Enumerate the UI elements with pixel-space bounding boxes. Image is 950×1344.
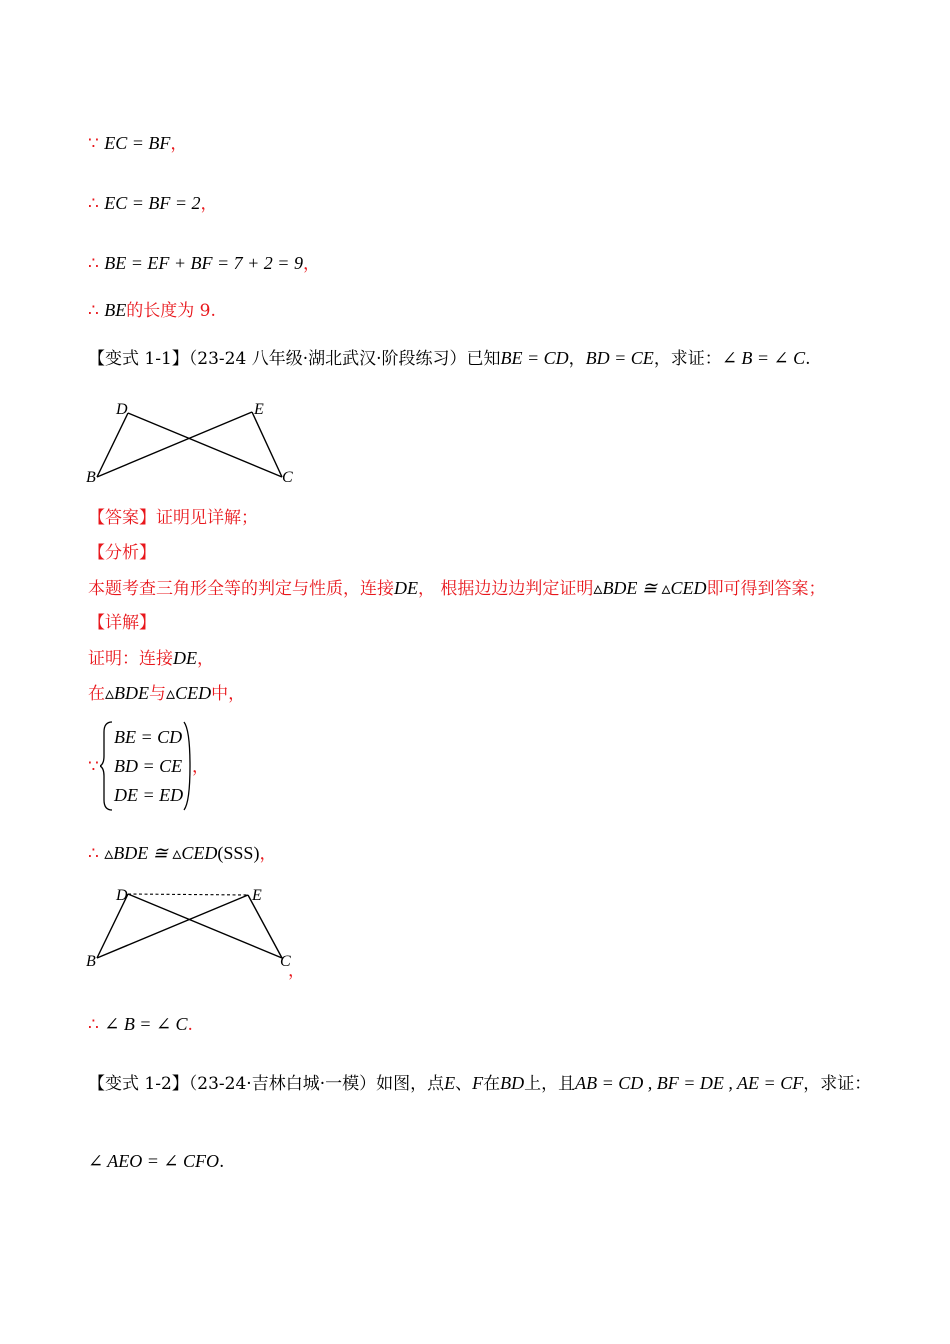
- detail-line-2: [88, 682, 245, 705]
- ask-text: ，求证：: [803, 1074, 872, 1094]
- variant-1-2-goal: [88, 1150, 224, 1173]
- detail-tag: 【详解】: [88, 613, 156, 633]
- goal-expression: ∠ B = ∠ C: [721, 348, 806, 368]
- condition-1: BE = CD: [500, 348, 569, 368]
- label-E: E: [254, 401, 264, 418]
- equation: BE = EF + BF = 7 + 2 = 9: [104, 253, 303, 273]
- answer-line: [88, 507, 258, 529]
- point-F: F: [472, 1073, 484, 1093]
- label-C: C: [280, 953, 291, 970]
- therefore-symbol: ∴: [88, 194, 99, 214]
- period: .: [805, 349, 811, 369]
- prev-line-2: [88, 192, 218, 215]
- label-B: B: [86, 953, 96, 970]
- segment-DE: DE: [173, 648, 197, 668]
- because-symbol: ∵: [88, 757, 99, 777]
- figure-punct: ，: [288, 961, 305, 981]
- triangle-BDE: ▵BDE: [105, 683, 150, 703]
- detail-line-1: [88, 647, 214, 670]
- therefore-symbol: ∴: [88, 844, 99, 864]
- conclusion-text: 的长度为 9.: [126, 301, 216, 321]
- conditions: AB = CD , BF = DE , AE = CF: [575, 1073, 804, 1093]
- punct: ，: [197, 649, 214, 669]
- segment-EC: [252, 412, 282, 477]
- punct: ，: [170, 134, 188, 154]
- analysis-part-1: 本题考查三角形全等的判定与性质，连接: [88, 579, 394, 599]
- segment-EB: [97, 895, 248, 958]
- punct: ，: [200, 194, 218, 214]
- therefore-symbol: ∴: [88, 254, 99, 274]
- segment-DE: DE: [394, 578, 418, 598]
- answer-text: 证明见详解；: [156, 508, 258, 528]
- period: .: [187, 1015, 193, 1035]
- period: .: [218, 1152, 225, 1172]
- equation: EC = BF: [104, 133, 171, 153]
- label-E: E: [252, 887, 262, 904]
- therefore-symbol: ∴: [88, 301, 99, 321]
- therefore-symbol: ∴: [88, 1015, 99, 1035]
- label-D: D: [116, 887, 128, 904]
- variant-1-2-statement: [88, 1072, 871, 1095]
- answer-tag: 【答案】: [88, 508, 156, 528]
- goal-expression: ∠ AEO = ∠ CFO: [88, 1151, 219, 1171]
- segment-BD: BD: [500, 1073, 525, 1093]
- prev-line-3: [88, 252, 320, 275]
- segment-DB: [97, 413, 128, 477]
- segment-EC: [248, 895, 282, 958]
- source-text: （23-24·吉林白城·一模）如图，点: [188, 1074, 445, 1094]
- angle-equality: ∠ B = ∠ C: [104, 1014, 188, 1034]
- condition-2: BD = CE: [585, 348, 654, 368]
- equation-1: BE = CD: [114, 727, 183, 747]
- analysis-part-3: 即可得到答案；: [706, 579, 826, 599]
- punct: ，: [259, 844, 277, 864]
- analysis-text: [88, 577, 826, 600]
- text: 中，: [211, 684, 246, 704]
- segment-DE-dashed: [128, 894, 248, 895]
- point-E: E: [444, 1073, 456, 1093]
- geometry-figure-2: [80, 880, 310, 975]
- variant-tag: 【变式 1-1】: [88, 349, 189, 369]
- segment: BE: [104, 300, 127, 320]
- analysis-tag: 【分析】: [88, 543, 156, 563]
- geometry-figure-1: [80, 395, 310, 490]
- congruence-expression: ▵BDE ≅ ▵CED: [593, 578, 707, 598]
- prev-line-4: [88, 299, 216, 322]
- label-D: D: [116, 401, 128, 418]
- congruence-expression: ▵BDE ≅ ▵CED: [104, 843, 218, 863]
- criterion: SSS: [223, 843, 254, 863]
- separator: ，: [568, 349, 586, 369]
- text: 上，且: [524, 1074, 576, 1094]
- congruence-line: ∴ ▵BDE ≅ ▵CED(SSS)，: [88, 843, 277, 864]
- variant-1-1-statement: [88, 347, 811, 370]
- equation-2: BD = CE: [114, 756, 183, 776]
- final-conclusion: [88, 1013, 193, 1036]
- punct: 、: [455, 1074, 473, 1094]
- text: 在: [483, 1074, 501, 1094]
- prev-line-1: [88, 132, 187, 155]
- text: 与: [149, 684, 167, 704]
- analysis-part-2: ， 根据边边边判定证明: [418, 579, 594, 599]
- segment-EB: [97, 412, 252, 477]
- ask-text: ，求证：: [653, 349, 722, 369]
- triangle-CED: ▵CED: [166, 683, 212, 703]
- text: 在: [88, 684, 105, 704]
- variant-tag: 【变式 1-2】: [88, 1074, 189, 1094]
- equation: EC = BF = 2: [104, 193, 201, 213]
- source-text: （23-24 八年级·湖北武汉·阶段练习）已知: [188, 349, 501, 369]
- punct: ，: [302, 254, 320, 274]
- system-punct: ，: [192, 757, 209, 777]
- because-symbol: ∵: [88, 134, 99, 154]
- detail-text: 证明：连接: [88, 649, 173, 669]
- segment-DC: [128, 413, 282, 477]
- equation-3: DE = ED: [114, 785, 184, 805]
- label-B: B: [86, 469, 96, 486]
- label-C: C: [282, 469, 293, 486]
